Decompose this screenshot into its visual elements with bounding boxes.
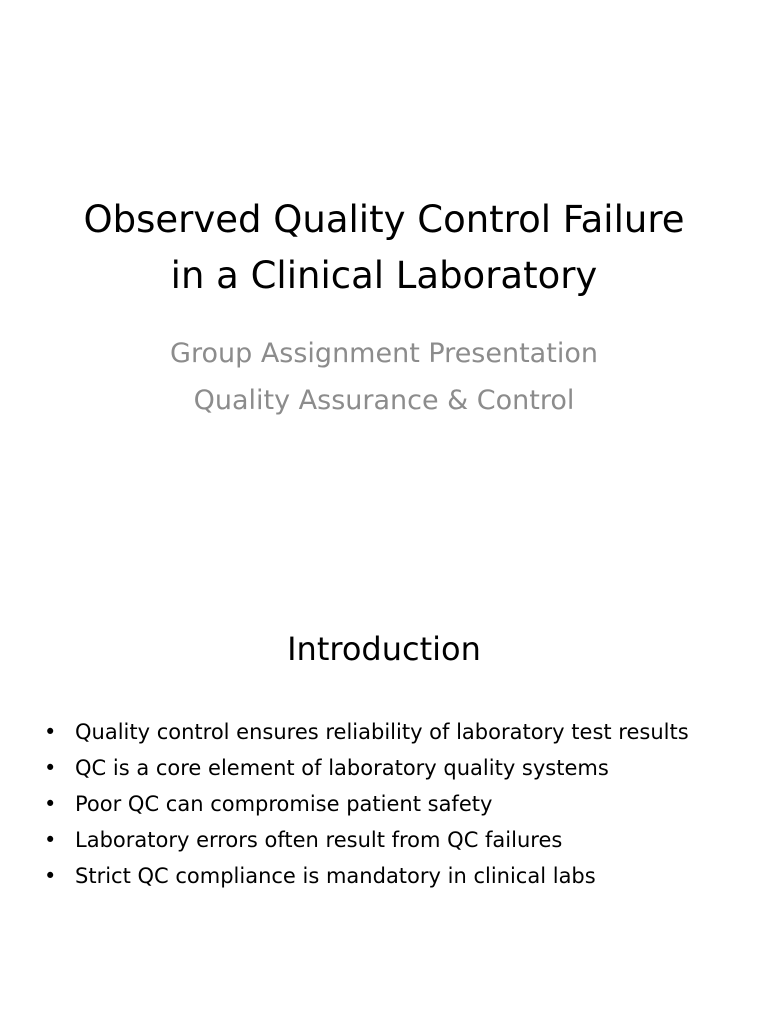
bullet-text: QC is a core element of laboratory quality systems [75, 756, 609, 780]
bullet-icon: • [44, 864, 57, 888]
bullet-item [44, 714, 738, 750]
bullet-text: Strict QC compliance is mandatory in clinical labs [75, 864, 596, 888]
title-line: Observed Quality Control Failure [83, 198, 685, 241]
presentation-subtitle [40, 330, 728, 424]
bullet-item [44, 822, 738, 858]
bullet-text: Quality control ensures reliability of laboratory test results [75, 720, 689, 744]
bullet-icon: • [44, 792, 57, 816]
presentation-title [40, 192, 728, 304]
title-line: in a Clinical Laboratory [170, 254, 598, 297]
bullet-text: Laboratory errors often result from QC failures [75, 828, 563, 852]
subtitle-line: Group Assignment Presentation [170, 338, 598, 369]
introduction-slide [0, 576, 768, 1024]
bullet-item [44, 750, 738, 786]
bullet-icon: • [44, 720, 57, 744]
bullet-item [44, 858, 738, 894]
subtitle-line: Quality Assurance & Control [193, 385, 575, 416]
bullet-list [44, 714, 738, 894]
slide-heading: Introduction [287, 630, 481, 668]
bullet-icon: • [44, 756, 57, 780]
bullet-item [44, 786, 738, 822]
bullet-icon: • [44, 828, 57, 852]
bullet-text: Poor QC can compromise patient safety [75, 792, 493, 816]
